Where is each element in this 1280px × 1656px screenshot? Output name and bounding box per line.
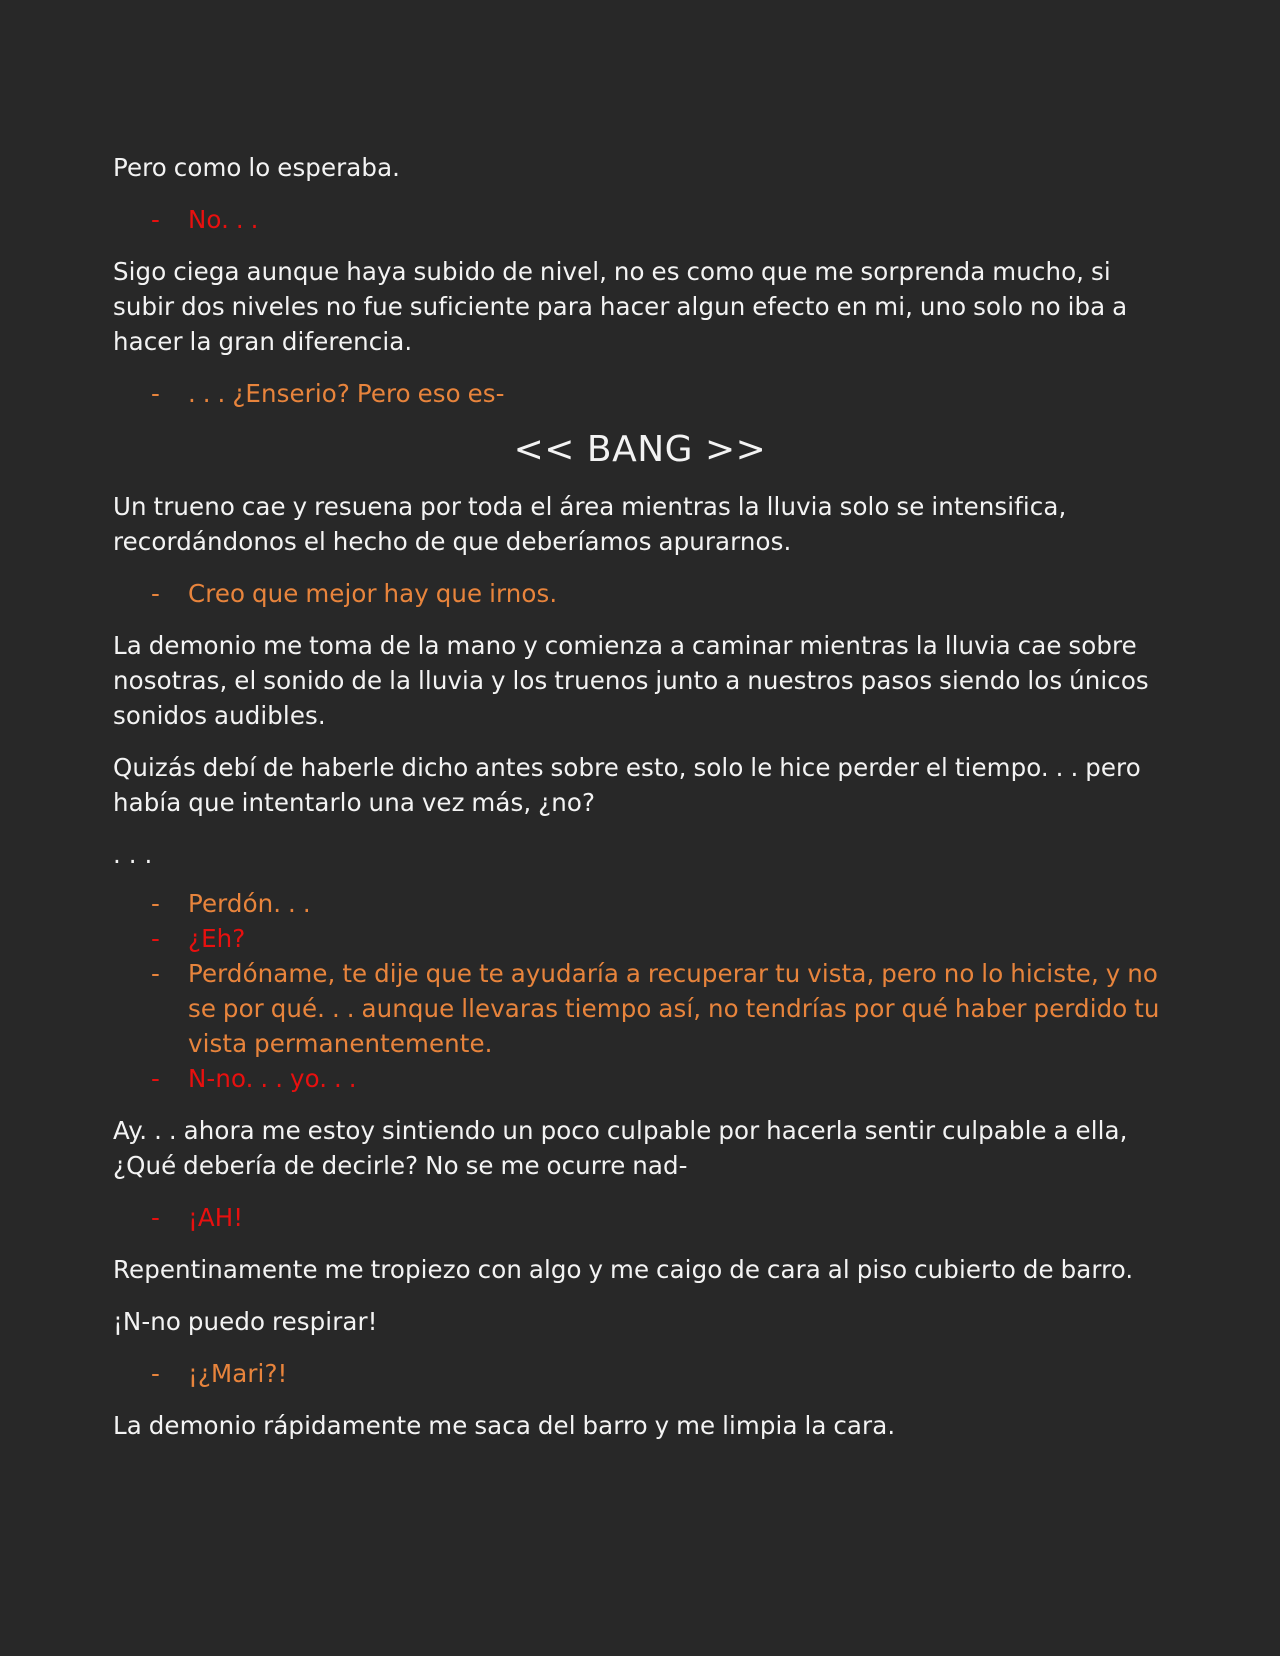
dialog-text: Perdón. . .: [188, 889, 311, 918]
dialog-text: . . . ¿Enserio? Pero eso es-: [188, 379, 505, 408]
dialog-line: [113, 202, 1167, 237]
narration-paragraph: Repentinamente me tropiezo con algo y me caigo de cara al piso cubierto de barro.: [113, 1255, 1134, 1284]
dialog-text: ¡AH!: [188, 1203, 244, 1232]
dialog-dash: -: [151, 959, 160, 988]
dialog-dash: -: [151, 1203, 160, 1232]
dialog-dash: -: [151, 379, 160, 408]
dialog-dash: -: [151, 205, 160, 234]
dialog-line: [113, 1061, 1167, 1096]
narration-paragraph: ¡N-no puedo respirar!: [113, 1307, 378, 1336]
narration-paragraph: Ay. . . ahora me estoy sintiendo un poco culpable por hacerla sentir culpable a ella, ¿Qué debería de decirle? No se me ocurre nad-: [113, 1116, 1128, 1180]
narration-paragraph: Sigo ciega aunque haya subido de nivel, no es como que me sorprenda mucho, si subir dos niveles no fue suficiente para hacer algun efecto en mi, uno solo no iba a hacer la gran diferencia.: [113, 257, 1128, 356]
sound-effect-heading: << BANG >>: [513, 429, 767, 470]
narration-paragraph: Un trueno cae y resuena por toda el área mientras la lluvia solo se intensifica, recordándonos el hecho de que deberíamos apurarnos.: [113, 492, 1067, 556]
dialog-list: [113, 376, 1167, 411]
narration-paragraph: Quizás debí de haberle dicho antes sobre esto, solo le hice perder el tiempo. . . pero había que intentarlo una vez más, ¿no?: [113, 753, 1141, 817]
dialog-text: ¡¿Mari?!: [188, 1359, 288, 1388]
dialog-text: Perdóname, te dije que te ayudaría a recuperar tu vista, pero no lo hiciste, y no se por qué. . . aunque llevaras tiempo así, no tendrías por qué haber perdido tu vista permanentemente.: [188, 959, 1160, 1058]
narration-paragraph: La demonio rápidamente me saca del barro y me limpia la cara.: [113, 1411, 896, 1440]
dialog-dash: -: [151, 889, 160, 918]
narration-paragraph: La demonio me toma de la mano y comienza a caminar mientras la lluvia cae sobre nosotras, el sonido de la lluvia y los truenos junto a nuestros pasos siendo los únicos sonidos audibles.: [113, 631, 1149, 730]
dialog-dash: -: [151, 579, 160, 608]
dialog-dash: -: [151, 1359, 160, 1388]
dialog-line: [113, 1200, 1167, 1235]
narration-paragraph: Pero como lo esperaba.: [113, 153, 401, 182]
ellipsis-paragraph: . . .: [113, 840, 153, 869]
dialog-line: [113, 956, 1167, 1061]
dialog-line: [113, 576, 1167, 611]
dialog-dash: -: [151, 924, 160, 953]
dialog-line: [113, 1356, 1167, 1391]
dialog-list: [113, 1200, 1167, 1235]
dialog-text: N-no. . . yo. . .: [188, 1064, 357, 1093]
dialog-list: [113, 202, 1167, 237]
dialog-list: [113, 886, 1167, 1096]
dialog-list: [113, 576, 1167, 611]
dialog-text: Creo que mejor hay que irnos.: [188, 579, 558, 608]
dialog-line: [113, 921, 1167, 956]
dialog-text: No. . .: [188, 205, 259, 234]
dialog-line: [113, 376, 1167, 411]
dialog-text: ¿Eh?: [188, 924, 246, 953]
dialog-line: [113, 886, 1167, 921]
dialog-list: [113, 1356, 1167, 1391]
dialog-dash: -: [151, 1064, 160, 1093]
